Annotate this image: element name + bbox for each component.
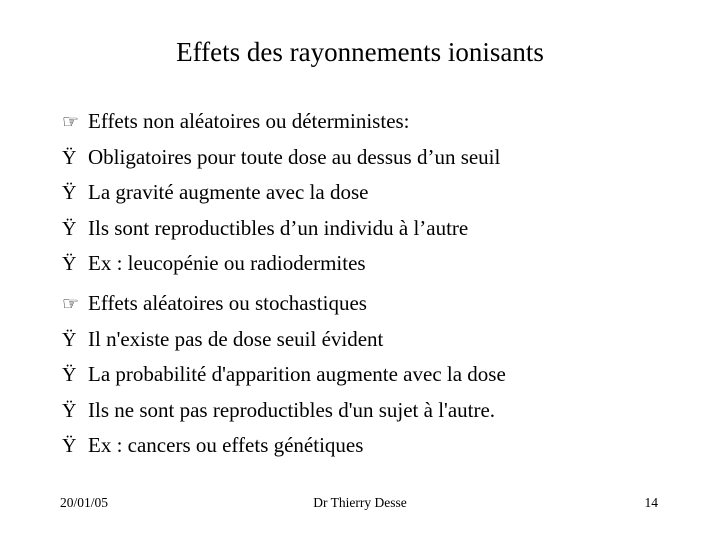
list-item-text: La probabilité d'apparition augmente avec la dose bbox=[88, 362, 506, 386]
bullet-icon: Ÿ bbox=[62, 399, 77, 422]
footer-author: Dr Thierry Desse bbox=[313, 495, 407, 510]
slide-title: Effets des rayonnements ionisants bbox=[176, 37, 544, 67]
bullet-icon: Ÿ bbox=[62, 364, 77, 386]
bullet-icon: Ÿ bbox=[62, 435, 77, 457]
list-item bbox=[62, 428, 702, 464]
footer-date: 20/01/05 bbox=[60, 495, 109, 510]
list-item-text: Obligatoires pour toute dose au dessus d’un seuil bbox=[88, 144, 501, 169]
list-item-text: La gravité augmente avec la dose bbox=[88, 180, 369, 204]
list-item bbox=[62, 140, 702, 176]
section-heading bbox=[62, 104, 702, 140]
list-item bbox=[62, 175, 702, 211]
list-item bbox=[62, 246, 702, 282]
bullet-icon: Ÿ bbox=[62, 328, 77, 351]
section-deterministic-effects bbox=[62, 104, 702, 282]
list-item bbox=[62, 322, 702, 358]
section-heading-text: Effets aléatoires ou stochastiques bbox=[88, 291, 367, 315]
list-item-text: Ex : cancers ou effets génétiques bbox=[88, 433, 364, 457]
list-item-text: Il n'existe pas de dose seuil évident bbox=[88, 326, 384, 351]
section-stochastic-effects bbox=[62, 286, 702, 464]
list-item-text: Ex : leucopénie ou radiodermites bbox=[88, 251, 366, 275]
list-item-text: Ils sont reproductibles d’un individu à l’autre bbox=[88, 215, 469, 240]
list-item bbox=[62, 357, 702, 393]
list-item bbox=[62, 393, 702, 429]
section-heading-text: Effets non aléatoires ou déterministes: bbox=[88, 109, 410, 133]
bullet-icon: Ÿ bbox=[62, 146, 77, 169]
section-heading bbox=[62, 286, 702, 322]
list-item bbox=[62, 211, 702, 247]
footer-page-number: 14 bbox=[644, 495, 658, 510]
bullet-icon: Ÿ bbox=[62, 253, 77, 275]
pointing-hand-icon: ☞ bbox=[62, 294, 80, 315]
bullet-icon: Ÿ bbox=[62, 182, 77, 204]
list-item-text: Ils ne sont pas reproductibles d'un sujet à l'autre. bbox=[88, 397, 496, 422]
pointing-hand-icon: ☞ bbox=[62, 112, 80, 133]
bullet-icon: Ÿ bbox=[62, 217, 77, 240]
